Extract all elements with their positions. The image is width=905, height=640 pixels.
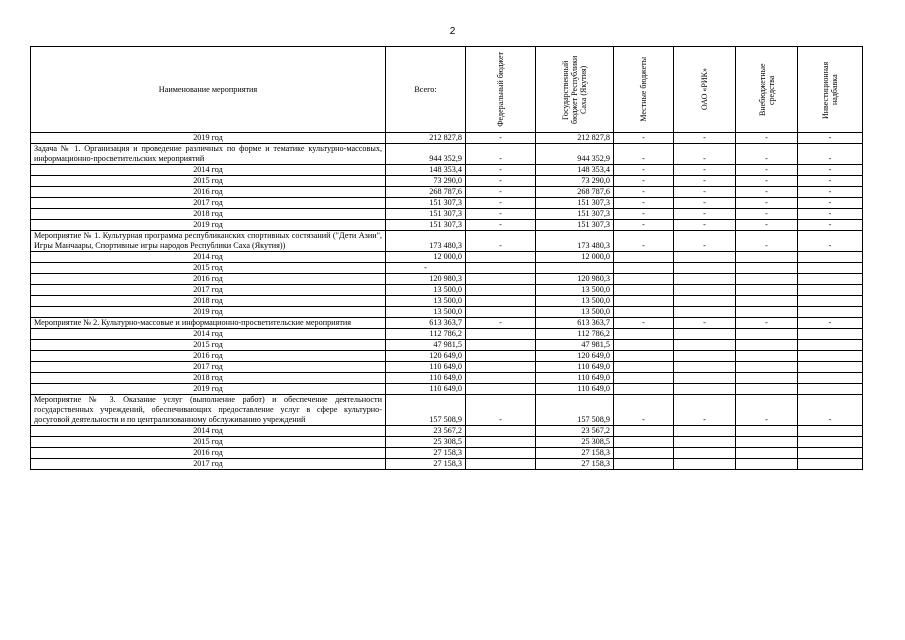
local-cell bbox=[614, 252, 674, 263]
federal-cell: - bbox=[466, 165, 536, 176]
table-row bbox=[31, 351, 863, 362]
oao-cell: - bbox=[674, 209, 736, 220]
total-cell: 148 353,4 bbox=[386, 165, 466, 176]
invest-cell bbox=[798, 448, 863, 459]
state-cell: 212 827,8 bbox=[536, 133, 614, 144]
extra-cell bbox=[736, 263, 798, 274]
year-cell: 2019 год bbox=[31, 384, 386, 395]
invest-cell bbox=[798, 351, 863, 362]
local-cell: - bbox=[614, 198, 674, 209]
federal-cell bbox=[466, 329, 536, 340]
year-cell: 2014 год bbox=[31, 426, 386, 437]
table-row bbox=[31, 176, 863, 187]
federal-cell: - bbox=[466, 133, 536, 144]
table-row bbox=[31, 362, 863, 373]
table-row bbox=[31, 209, 863, 220]
table-row bbox=[31, 448, 863, 459]
year-cell: 2014 год bbox=[31, 165, 386, 176]
table-row bbox=[31, 459, 863, 470]
oao-cell bbox=[674, 307, 736, 318]
total-cell: 110 649,0 bbox=[386, 373, 466, 384]
oao-cell bbox=[674, 263, 736, 274]
local-cell: - bbox=[614, 176, 674, 187]
invest-cell bbox=[798, 437, 863, 448]
federal-cell bbox=[466, 263, 536, 274]
oao-cell: - bbox=[674, 395, 736, 426]
oao-cell bbox=[674, 252, 736, 263]
local-cell bbox=[614, 263, 674, 274]
local-cell bbox=[614, 274, 674, 285]
header-extra: Внебюджетные средства bbox=[736, 47, 798, 133]
total-cell: 151 307,3 bbox=[386, 209, 466, 220]
local-cell bbox=[614, 362, 674, 373]
year-cell: 2017 год bbox=[31, 285, 386, 296]
table-row bbox=[31, 198, 863, 209]
extra-cell bbox=[736, 285, 798, 296]
year-cell: 2017 год bbox=[31, 198, 386, 209]
invest-cell: - bbox=[798, 187, 863, 198]
extra-cell: - bbox=[736, 395, 798, 426]
federal-cell: - bbox=[466, 231, 536, 252]
state-cell: 112 786,2 bbox=[536, 329, 614, 340]
table-row bbox=[31, 274, 863, 285]
invest-cell bbox=[798, 252, 863, 263]
total-cell: 212 827,8 bbox=[386, 133, 466, 144]
federal-cell bbox=[466, 340, 536, 351]
extra-cell bbox=[736, 329, 798, 340]
local-cell bbox=[614, 459, 674, 470]
activity-name-cell: Мероприятие № 3. Оказание услуг (выполнение работ) и обеспечение деятельности государственных учреждений, обеспечивающих предоставление услуг в сфере культурно-досуговой деятельности и по централизованному обслуживанию учреждений bbox=[31, 395, 386, 426]
invest-cell bbox=[798, 373, 863, 384]
federal-cell bbox=[466, 274, 536, 285]
extra-cell: - bbox=[736, 187, 798, 198]
invest-cell bbox=[798, 263, 863, 274]
federal-cell: - bbox=[466, 209, 536, 220]
state-cell: 27 158,3 bbox=[536, 448, 614, 459]
oao-cell bbox=[674, 296, 736, 307]
state-cell: 613 363,7 bbox=[536, 318, 614, 329]
state-cell: 120 649,0 bbox=[536, 351, 614, 362]
invest-cell: - bbox=[798, 395, 863, 426]
oao-cell bbox=[674, 426, 736, 437]
oao-cell bbox=[674, 448, 736, 459]
invest-cell bbox=[798, 362, 863, 373]
header-name: Наименование мероприятия bbox=[31, 47, 386, 133]
invest-cell: - bbox=[798, 144, 863, 165]
oao-cell bbox=[674, 351, 736, 362]
year-cell: 2018 год bbox=[31, 209, 386, 220]
local-cell bbox=[614, 351, 674, 362]
total-cell: 112 786,2 bbox=[386, 329, 466, 340]
local-cell bbox=[614, 373, 674, 384]
year-cell: 2018 год bbox=[31, 373, 386, 384]
invest-cell: - bbox=[798, 318, 863, 329]
federal-cell bbox=[466, 252, 536, 263]
header-invest: Инвестиционная надбавка bbox=[798, 47, 863, 133]
total-cell: 157 508,9 bbox=[386, 395, 466, 426]
year-cell: 2015 год bbox=[31, 176, 386, 187]
year-cell: 2019 год bbox=[31, 220, 386, 231]
local-cell bbox=[614, 448, 674, 459]
total-cell: 13 500,0 bbox=[386, 307, 466, 318]
federal-cell bbox=[466, 285, 536, 296]
invest-cell bbox=[798, 296, 863, 307]
extra-cell bbox=[736, 384, 798, 395]
table-row bbox=[31, 252, 863, 263]
invest-cell: - bbox=[798, 165, 863, 176]
header-total: Всего: bbox=[386, 47, 466, 133]
table-row bbox=[31, 165, 863, 176]
state-cell: 23 567,2 bbox=[536, 426, 614, 437]
extra-cell bbox=[736, 459, 798, 470]
local-cell bbox=[614, 329, 674, 340]
federal-cell bbox=[466, 307, 536, 318]
state-cell: 151 307,3 bbox=[536, 198, 614, 209]
state-cell: 110 649,0 bbox=[536, 373, 614, 384]
federal-cell bbox=[466, 351, 536, 362]
extra-cell: - bbox=[736, 165, 798, 176]
state-cell: 73 290,0 bbox=[536, 176, 614, 187]
table-header-row bbox=[31, 47, 863, 133]
local-cell: - bbox=[614, 231, 674, 252]
total-cell: 151 307,3 bbox=[386, 198, 466, 209]
extra-cell bbox=[736, 340, 798, 351]
year-cell: 2016 год bbox=[31, 448, 386, 459]
federal-cell: - bbox=[466, 318, 536, 329]
invest-cell bbox=[798, 307, 863, 318]
local-cell bbox=[614, 437, 674, 448]
table-row bbox=[31, 340, 863, 351]
table-row bbox=[31, 263, 863, 274]
total-cell: 73 290,0 bbox=[386, 176, 466, 187]
state-cell: 12 000,0 bbox=[536, 252, 614, 263]
total-cell: 944 352,9 bbox=[386, 144, 466, 165]
extra-cell bbox=[736, 448, 798, 459]
extra-cell: - bbox=[736, 176, 798, 187]
total-cell: 13 500,0 bbox=[386, 285, 466, 296]
table-row bbox=[31, 144, 863, 165]
activity-name-cell: Мероприятие № 1. Культурная программа республиканских спортивных состязаний ("Дети Азии", Игры Манчаары, Спортивные игры народов Республики Саха (Якутия)) bbox=[31, 231, 386, 252]
local-cell: - bbox=[614, 144, 674, 165]
year-cell: 2014 год bbox=[31, 329, 386, 340]
table-row bbox=[31, 231, 863, 252]
state-cell: 157 508,9 bbox=[536, 395, 614, 426]
invest-cell: - bbox=[798, 220, 863, 231]
state-cell: 151 307,3 bbox=[536, 220, 614, 231]
total-cell: 151 307,3 bbox=[386, 220, 466, 231]
oao-cell bbox=[674, 274, 736, 285]
oao-cell bbox=[674, 285, 736, 296]
table-row bbox=[31, 437, 863, 448]
year-cell: 2017 год bbox=[31, 459, 386, 470]
oao-cell bbox=[674, 329, 736, 340]
invest-cell bbox=[798, 459, 863, 470]
state-cell: 13 500,0 bbox=[536, 307, 614, 318]
state-cell: 173 480,3 bbox=[536, 231, 614, 252]
table-row bbox=[31, 329, 863, 340]
year-cell: 2019 год bbox=[31, 133, 386, 144]
state-cell bbox=[536, 263, 614, 274]
oao-cell bbox=[674, 340, 736, 351]
table-row bbox=[31, 373, 863, 384]
total-cell: 110 649,0 bbox=[386, 384, 466, 395]
year-cell: 2019 год bbox=[31, 307, 386, 318]
invest-cell: - bbox=[798, 176, 863, 187]
local-cell: - bbox=[614, 395, 674, 426]
table-row bbox=[31, 395, 863, 426]
table-row bbox=[31, 426, 863, 437]
federal-cell bbox=[466, 426, 536, 437]
federal-cell bbox=[466, 459, 536, 470]
invest-cell bbox=[798, 384, 863, 395]
extra-cell bbox=[736, 351, 798, 362]
invest-cell bbox=[798, 285, 863, 296]
federal-cell: - bbox=[466, 144, 536, 165]
invest-cell: - bbox=[798, 209, 863, 220]
oao-cell: - bbox=[674, 231, 736, 252]
extra-cell bbox=[736, 307, 798, 318]
year-cell: 2016 год bbox=[31, 274, 386, 285]
table-row bbox=[31, 318, 863, 329]
federal-cell: - bbox=[466, 395, 536, 426]
year-cell: 2014 год bbox=[31, 252, 386, 263]
state-cell: 944 352,9 bbox=[536, 144, 614, 165]
oao-cell bbox=[674, 459, 736, 470]
oao-cell bbox=[674, 362, 736, 373]
local-cell: - bbox=[614, 220, 674, 231]
state-cell: 13 500,0 bbox=[536, 296, 614, 307]
table-row bbox=[31, 187, 863, 198]
oao-cell bbox=[674, 373, 736, 384]
extra-cell: - bbox=[736, 133, 798, 144]
total-cell: 110 649,0 bbox=[386, 362, 466, 373]
invest-cell: - bbox=[798, 231, 863, 252]
federal-cell: - bbox=[466, 220, 536, 231]
state-cell: 13 500,0 bbox=[536, 285, 614, 296]
table-row bbox=[31, 296, 863, 307]
oao-cell: - bbox=[674, 133, 736, 144]
extra-cell: - bbox=[736, 231, 798, 252]
oao-cell bbox=[674, 437, 736, 448]
activity-name-cell: Задача № 1. Организация и проведение различных по форме и тематике культурно-массовых, информационно-просветительских мероприятий bbox=[31, 144, 386, 165]
year-cell: 2017 год bbox=[31, 362, 386, 373]
local-cell bbox=[614, 384, 674, 395]
total-cell: 25 308,5 bbox=[386, 437, 466, 448]
year-cell: 2015 год bbox=[31, 263, 386, 274]
state-cell: 268 787,6 bbox=[536, 187, 614, 198]
state-cell: 148 353,4 bbox=[536, 165, 614, 176]
state-cell: 151 307,3 bbox=[536, 209, 614, 220]
invest-cell bbox=[798, 426, 863, 437]
extra-cell bbox=[736, 362, 798, 373]
header-local: Местные бюджеты bbox=[614, 47, 674, 133]
federal-cell bbox=[466, 296, 536, 307]
local-cell: - bbox=[614, 209, 674, 220]
extra-cell: - bbox=[736, 318, 798, 329]
year-cell: 2018 год bbox=[31, 296, 386, 307]
budget-table bbox=[30, 46, 863, 470]
local-cell bbox=[614, 340, 674, 351]
federal-cell: - bbox=[466, 176, 536, 187]
oao-cell bbox=[674, 384, 736, 395]
state-cell: 110 649,0 bbox=[536, 384, 614, 395]
extra-cell: - bbox=[736, 220, 798, 231]
extra-cell bbox=[736, 296, 798, 307]
total-cell: 613 363,7 bbox=[386, 318, 466, 329]
extra-cell: - bbox=[736, 144, 798, 165]
extra-cell bbox=[736, 437, 798, 448]
year-cell: 2015 год bbox=[31, 437, 386, 448]
year-cell: 2016 год bbox=[31, 351, 386, 362]
oao-cell: - bbox=[674, 318, 736, 329]
state-cell: 110 649,0 bbox=[536, 362, 614, 373]
local-cell bbox=[614, 285, 674, 296]
oao-cell: - bbox=[674, 176, 736, 187]
local-cell: - bbox=[614, 133, 674, 144]
oao-cell: - bbox=[674, 187, 736, 198]
state-cell: 120 980,3 bbox=[536, 274, 614, 285]
oao-cell: - bbox=[674, 144, 736, 165]
header-federal: Федеральный бюджет bbox=[466, 47, 536, 133]
total-cell: 23 567,2 bbox=[386, 426, 466, 437]
invest-cell bbox=[798, 340, 863, 351]
activity-name-cell: Мероприятие № 2. Культурно-массовые и информационно-просветительские мероприятия bbox=[31, 318, 386, 329]
total-cell: 27 158,3 bbox=[386, 459, 466, 470]
local-cell bbox=[614, 296, 674, 307]
local-cell: - bbox=[614, 187, 674, 198]
federal-cell bbox=[466, 362, 536, 373]
year-cell: 2015 год bbox=[31, 340, 386, 351]
state-cell: 47 981,5 bbox=[536, 340, 614, 351]
total-cell: 120 649,0 bbox=[386, 351, 466, 362]
year-cell: 2016 год bbox=[31, 187, 386, 198]
extra-cell bbox=[736, 426, 798, 437]
federal-cell bbox=[466, 373, 536, 384]
state-cell: 27 158,3 bbox=[536, 459, 614, 470]
page-number: 2 bbox=[449, 26, 456, 37]
federal-cell bbox=[466, 384, 536, 395]
total-cell: 120 980,3 bbox=[386, 274, 466, 285]
total-cell: 268 787,6 bbox=[386, 187, 466, 198]
table-body bbox=[31, 133, 863, 470]
federal-cell bbox=[466, 437, 536, 448]
federal-cell: - bbox=[466, 198, 536, 209]
header-oao: ОАО «РИК» bbox=[674, 47, 736, 133]
invest-cell: - bbox=[798, 198, 863, 209]
oao-cell: - bbox=[674, 165, 736, 176]
invest-cell: - bbox=[798, 133, 863, 144]
table-row bbox=[31, 384, 863, 395]
oao-cell: - bbox=[674, 198, 736, 209]
table-row bbox=[31, 133, 863, 144]
local-cell bbox=[614, 426, 674, 437]
federal-cell bbox=[466, 448, 536, 459]
total-cell: 12 000,0 bbox=[386, 252, 466, 263]
local-cell bbox=[614, 307, 674, 318]
extra-cell bbox=[736, 274, 798, 285]
total-cell: 13 500,0 bbox=[386, 296, 466, 307]
extra-cell bbox=[736, 252, 798, 263]
table-row bbox=[31, 285, 863, 296]
total-cell: 173 480,3 bbox=[386, 231, 466, 252]
state-cell: 25 308,5 bbox=[536, 437, 614, 448]
local-cell: - bbox=[614, 165, 674, 176]
extra-cell: - bbox=[736, 209, 798, 220]
total-cell: 27 158,3 bbox=[386, 448, 466, 459]
table-row bbox=[31, 307, 863, 318]
table-row bbox=[31, 220, 863, 231]
oao-cell: - bbox=[674, 220, 736, 231]
header-state: Государственный бюджет Республики Саха (Якутия) bbox=[536, 47, 614, 133]
federal-cell: - bbox=[466, 187, 536, 198]
total-cell: - bbox=[386, 263, 466, 274]
total-cell: 47 981,5 bbox=[386, 340, 466, 351]
local-cell: - bbox=[614, 318, 674, 329]
extra-cell: - bbox=[736, 198, 798, 209]
invest-cell bbox=[798, 329, 863, 340]
invest-cell bbox=[798, 274, 863, 285]
extra-cell bbox=[736, 373, 798, 384]
